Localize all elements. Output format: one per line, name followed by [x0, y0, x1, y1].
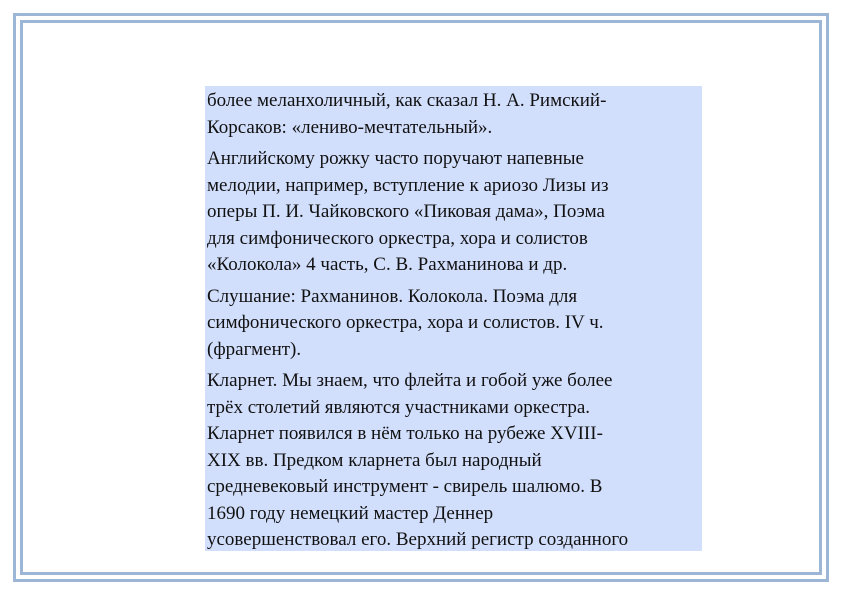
paragraph-3: [207, 284, 700, 364]
text-line: оперы П. И. Чайковского «Пиковая дама», Поэма: [207, 201, 605, 222]
text-line: средневековый инструмент - свирель шалюмо. В: [207, 476, 603, 497]
text-line: мелодии, например, вступление к ариозо Лизы из: [207, 174, 609, 196]
text-line: XIX вв. Предком кларнета был народный: [207, 449, 542, 471]
text-line: более меланхоличный, как сказал Н. А. Римский-: [207, 90, 607, 111]
text-line: Слушание: Рахманинов. Колокола. Поэма для: [207, 285, 578, 307]
text-line: трёх столетий являются участниками оркестра.: [207, 396, 591, 418]
text-line: (фрагмент).: [207, 338, 302, 360]
text-line: Кларнет. Мы знаем, что флейта и гобой уже более: [207, 370, 613, 391]
text-line: симфонического оркестра, хора и солистов. IV ч.: [207, 312, 604, 333]
text-line: для симфонического оркестра, хора и солистов: [207, 227, 588, 249]
text-line: 1690 году немецкий мастер Деннер: [207, 502, 494, 524]
text-line: Корсаков: «лениво-мечтательный».: [207, 116, 493, 138]
paragraph-1: [207, 88, 700, 141]
text-line: Кларнет появился в нём только на рубеже XVIII-: [207, 423, 603, 444]
text-box: [205, 86, 702, 551]
paragraph-2: [207, 146, 700, 279]
text-line: Английскому рожку часто поручают напевные: [207, 148, 584, 169]
text-line: усовершенствовал его. Верхний регистр созданного: [207, 529, 629, 550]
text-line: «Колокола» 4 часть, С. В. Рахманинова и др.: [207, 254, 568, 275]
paragraph-4: [207, 368, 700, 551]
